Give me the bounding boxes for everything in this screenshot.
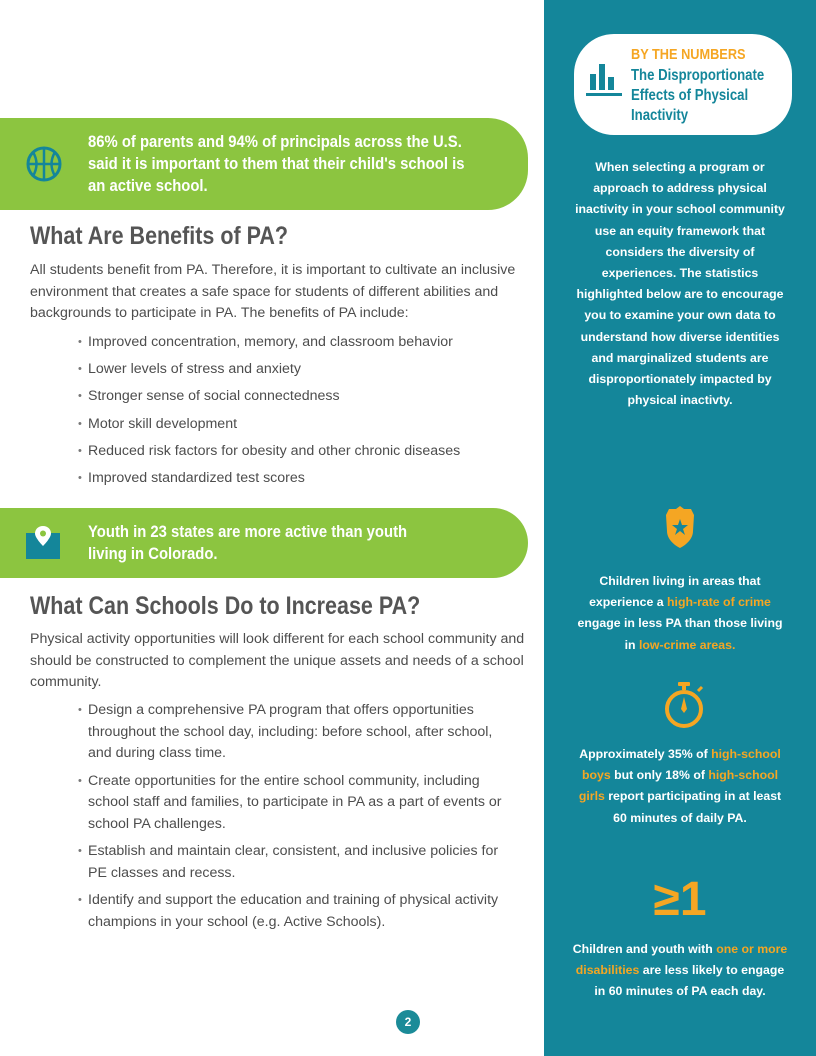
list-item: • Design a comprehensive PA program that offers opportunities throughout the school day, including: before school, after school, and during class time. xyxy=(78,700,518,765)
list-item: • Motor skill development xyxy=(78,411,518,438)
list-item: • Create opportunities for the entire school community, including school staff and families, to participate in PA as a part of events or school PA challenges. xyxy=(78,771,518,836)
list-item: • Lower levels of stress and anxiety xyxy=(78,356,518,383)
list-item: • Improved standardized test scores xyxy=(78,465,518,492)
callout-colorado-text: Youth in 23 states are more active than youth living in Colorado. xyxy=(88,523,408,563)
stat-crime: Children living in areas that experience a high-rate of crime engage in less PA than those living in low-crime areas. xyxy=(577,574,783,652)
list-item: • Establish and maintain clear, consistent, and inclusive policies for PE classes and recess. xyxy=(78,841,518,884)
schools-heading: What Can Schools Do to Increase PA? xyxy=(30,592,421,620)
stat-gender: Approximately 35% of high-school boys but only 18% of high-school girls report participating in at least 60 minutes of daily PA. xyxy=(578,747,782,825)
list-item: • Identify and support the education and training of physical activity champions in your school (e.g. Active Schools). xyxy=(78,890,518,933)
list-item: • Stronger sense of social connectedness xyxy=(78,383,518,410)
benefits-intro: All students benefit from PA. Therefore, it is important to cultivate an inclusive environment that creates a safe space for students of different abilities and backgrounds to participate in PA. The benefits of PA include: xyxy=(30,262,516,321)
benefits-heading: What Are Benefits of PA? xyxy=(30,222,289,250)
police-badge-icon xyxy=(664,505,696,549)
callout-parents-text: 86% of parents and 94% of principals across the U.S. said it is important to them that their child's school is an active school. xyxy=(88,133,465,195)
schools-list xyxy=(78,700,518,939)
list-item: • Reduced risk factors for obesity and other chronic diseases xyxy=(78,438,518,465)
stopwatch-icon xyxy=(664,682,708,730)
callout-colorado xyxy=(0,508,528,578)
by-the-numbers-sidebar xyxy=(544,0,816,1056)
benefits-list xyxy=(78,329,518,492)
bar-chart-icon xyxy=(586,60,622,98)
callout-parents xyxy=(0,118,528,210)
page-number: 2 xyxy=(396,1010,420,1034)
stat-disability: Children and youth with one or more disabilities are less likely to engage in 60 minutes of PA each day. xyxy=(572,942,788,999)
schools-intro: Physical activity opportunities will look different for each school community and should be constructed to complement the unique assets and needs of a school community. xyxy=(30,631,525,690)
sidebar-intro: When selecting a program or approach to address physical inactivity in your school community use an equity framework that considers the diversity of experiences. The statistics highlighted below are to encourage you to examine your own data to understand how diverse identities and marginalized students are disproportionately impacted by physical inactivty. xyxy=(575,160,785,408)
greater-equal-one: ≥1 xyxy=(653,873,707,926)
colorado-map-pin-icon xyxy=(0,525,88,561)
by-the-numbers-kicker: BY THE NUMBERS xyxy=(631,46,746,63)
by-the-numbers-card xyxy=(574,34,792,135)
by-the-numbers-title: The Disproportionate Effects of Physical Inactivity xyxy=(631,67,765,124)
basketball-icon xyxy=(0,144,88,184)
list-item: • Improved concentration, memory, and classroom behavior xyxy=(78,329,518,356)
